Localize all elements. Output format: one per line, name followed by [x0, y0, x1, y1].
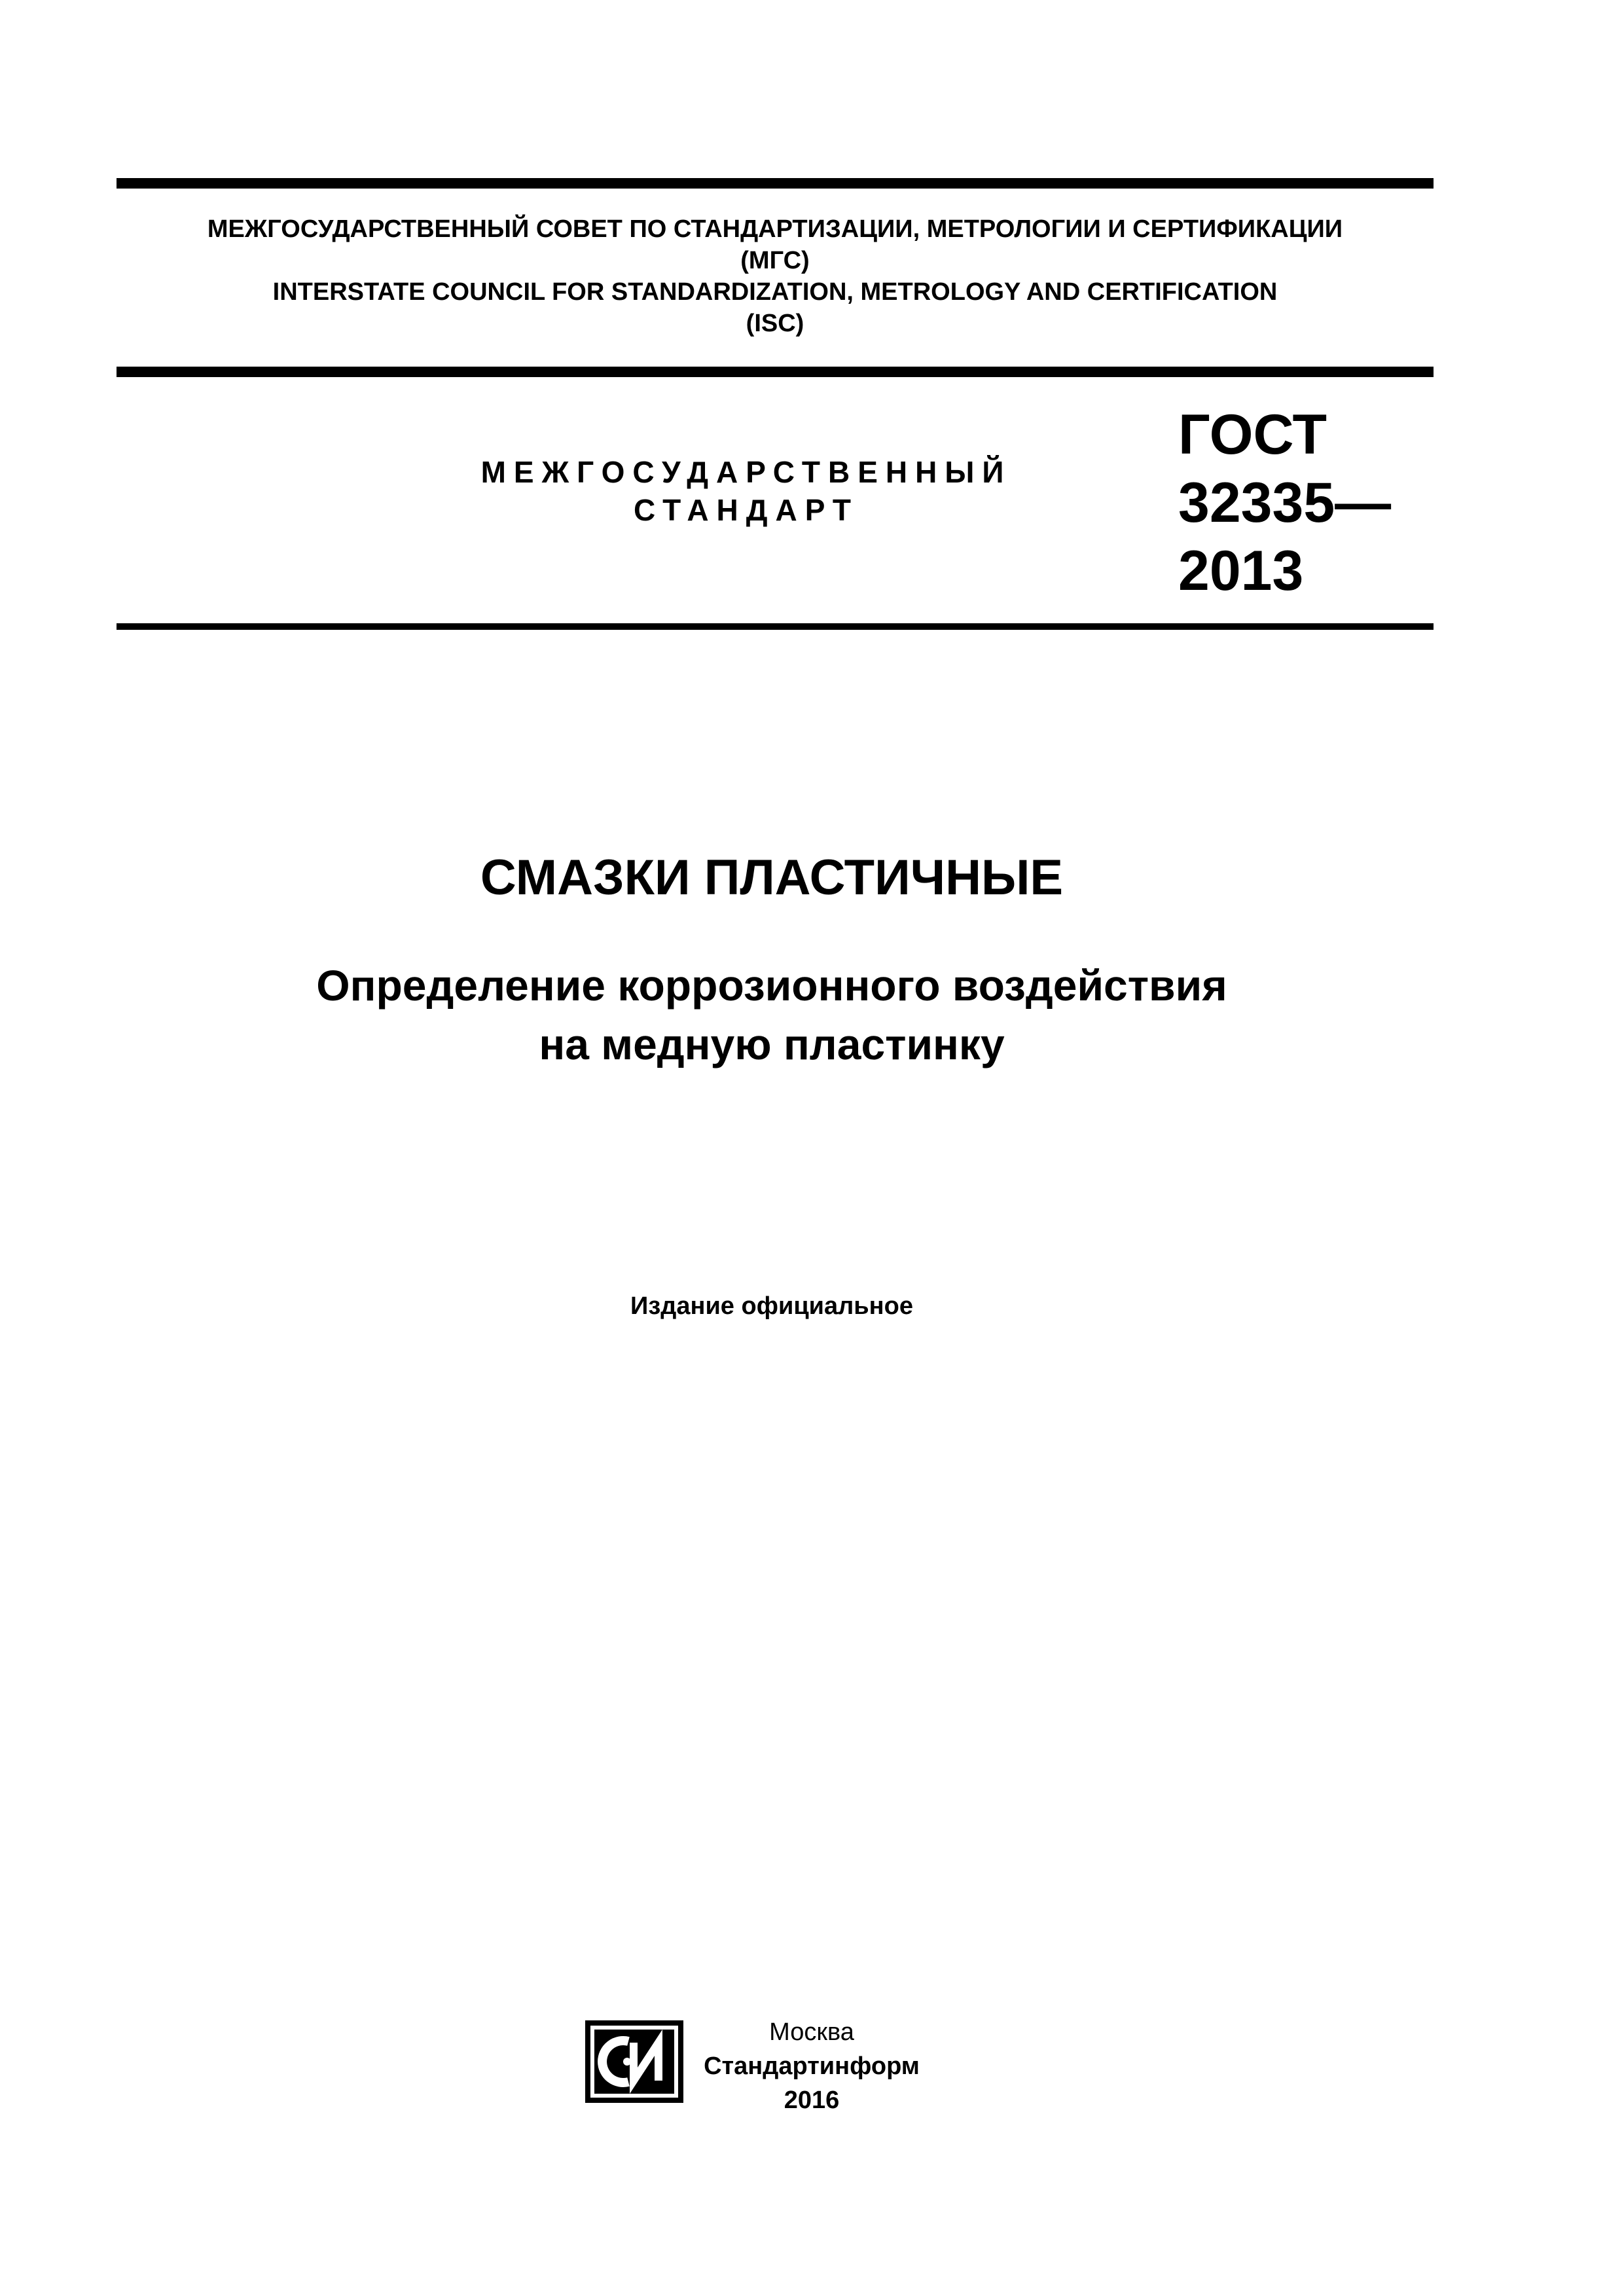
- document-title: СМАЗКИ ПЛАСТИЧНЫЕ: [480, 850, 1064, 905]
- council-abbr-en: (ISC): [746, 310, 804, 337]
- gost-number: 32335—: [1178, 471, 1392, 534]
- standard-type-line2: СТАНДАРТ: [634, 493, 859, 527]
- gost-year: 2013: [1178, 539, 1304, 602]
- edition-label: Издание официальное: [630, 1292, 913, 1320]
- council-name-ru: МЕЖГОСУДАРСТВЕННЫЙ СОВЕТ ПО СТАНДАРТИЗАЦИИ, МЕТРОЛОГИИ И СЕРТИФИКАЦИИ: [207, 215, 1343, 243]
- document-subtitle: [0, 956, 1543, 1074]
- gost-designation: [1178, 401, 1391, 605]
- standard-type: [419, 453, 1074, 529]
- standartinform-logo-icon: [585, 2020, 683, 2113]
- council-abbr-ru: (МГС): [740, 247, 810, 274]
- council-header: [117, 213, 1434, 339]
- imprint-year: 2016: [784, 2086, 840, 2114]
- council-name-en: INTERSTATE COUNCIL FOR STANDARDIZATION, METROLOGY AND CERTIFICATION: [272, 278, 1278, 306]
- standard-type-line1: МЕЖГОСУДАРСТВЕННЫЙ: [480, 455, 1012, 489]
- imprint-publisher: Стандартинформ: [704, 2052, 920, 2080]
- logo-text: СИ: [634, 2112, 636, 2113]
- subtitle-line2: на медную пластинку: [539, 1020, 1005, 1068]
- middle-rule: [117, 367, 1434, 377]
- bottom-rule: [117, 623, 1434, 630]
- top-rule: [117, 178, 1434, 189]
- imprint: [687, 2015, 936, 2117]
- gost-prefix: ГОСТ: [1178, 403, 1327, 466]
- subtitle-line1: Определение коррозионного воздействия: [316, 961, 1227, 1010]
- imprint-city: Москва: [769, 2018, 854, 2046]
